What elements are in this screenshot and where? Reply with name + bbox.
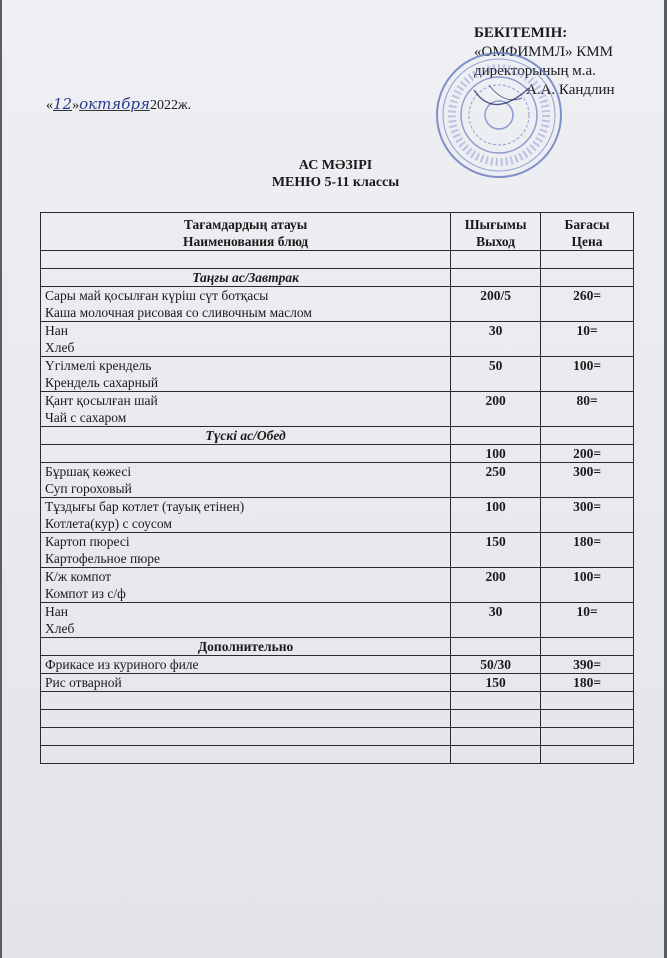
heading-ru: МЕНЮ 5-11 классы — [271, 175, 400, 190]
dish-ru: Компот из с/ф — [45, 586, 126, 601]
section-label: Таңғы ас/Завтрак — [41, 269, 451, 287]
dish-ru: Чай с сахаром — [45, 410, 127, 425]
dish-name — [41, 568, 451, 603]
dish-kz: Тұздығы бар котлет (тауық етінен) — [45, 499, 245, 514]
dish-ru: Картофельное пюре — [45, 551, 161, 566]
header-yield-kz: Шығымы — [464, 217, 527, 232]
dish-name: Фрикасе из куриного филе — [41, 656, 451, 674]
approval-signer: А.А. Кандлин — [526, 82, 615, 98]
table-header-row — [41, 213, 634, 251]
table-row — [41, 568, 634, 603]
section-row-lunch — [41, 427, 634, 445]
dish-name — [41, 392, 451, 427]
dish-name — [41, 287, 451, 322]
dish-price: 390= — [541, 656, 634, 674]
document-date — [46, 95, 191, 114]
dish-ru: Крендель сахарный — [45, 375, 159, 390]
section-label: Дополнительно — [41, 638, 451, 656]
dish-yield: 200 — [451, 568, 541, 603]
empty-row — [41, 710, 634, 728]
dish-yield: 150 — [451, 533, 541, 568]
dish-name: Рис отварной — [41, 674, 451, 692]
approval-org: «ОМФИММЛ» КММ — [474, 44, 613, 60]
header-price-ru: Цена — [571, 234, 603, 249]
table-row — [41, 357, 634, 392]
dish-kz: Нан — [45, 323, 68, 338]
dish-yield: 200 — [451, 392, 541, 427]
document-page — [2, 0, 664, 958]
dish-name — [41, 498, 451, 533]
empty-row — [41, 692, 634, 710]
header-price — [541, 213, 634, 251]
dish-name — [41, 357, 451, 392]
dish-yield: 50/30 — [451, 656, 541, 674]
table-row — [41, 656, 634, 674]
header-dish-ru: Наименования блюд — [183, 234, 309, 249]
dish-yield: 100 — [451, 445, 541, 463]
table-row — [41, 603, 634, 638]
table-row — [41, 533, 634, 568]
dish-name — [41, 603, 451, 638]
header-price-kz: Бағасы — [564, 217, 610, 232]
dish-price: 80= — [541, 392, 634, 427]
dish-kz: Үгілмелі крендель — [45, 358, 152, 373]
table-row — [41, 322, 634, 357]
dish-price: 300= — [541, 498, 634, 533]
dish-price: 180= — [541, 674, 634, 692]
dish-ru: Хлеб — [45, 340, 75, 355]
dish-kz: К/ж компот — [45, 569, 112, 584]
table-row — [41, 674, 634, 692]
dish-yield: 50 — [451, 357, 541, 392]
dish-yield: 200/5 — [451, 287, 541, 322]
dish-price: 10= — [541, 603, 634, 638]
dish-kz: Сары май қосылған күріш сүт ботқасы — [45, 288, 269, 303]
dish-price: 200= — [541, 445, 634, 463]
empty-row — [41, 728, 634, 746]
dish-price: 300= — [541, 463, 634, 498]
dish-ru: Суп гороховый — [45, 481, 132, 496]
section-row-extra — [41, 638, 634, 656]
dish-price: 260= — [541, 287, 634, 322]
dish-yield: 150 — [451, 674, 541, 692]
dish-ru: Котлета(кур) с соусом — [45, 516, 172, 531]
dish-kz: Нан — [45, 604, 68, 619]
date-month: октября — [79, 95, 150, 113]
dish-price: 100= — [541, 357, 634, 392]
header-dish-kz: Тағамдардың атауы — [183, 217, 308, 232]
dish-kz: Қант қосылған шай — [45, 393, 158, 408]
dish-price: 180= — [541, 533, 634, 568]
dish-name — [41, 463, 451, 498]
table-row — [41, 445, 634, 463]
dish-yield: 30 — [451, 322, 541, 357]
dish-price: 10= — [541, 322, 634, 357]
header-yield — [451, 213, 541, 251]
dish-yield: 250 — [451, 463, 541, 498]
date-year: 2022ж. — [149, 98, 192, 113]
table-row — [41, 498, 634, 533]
dish-yield: 100 — [451, 498, 541, 533]
dish-ru: Хлеб — [45, 621, 75, 636]
dish-yield: 30 — [451, 603, 541, 638]
dish-kz: Бұршақ көжесі — [45, 464, 132, 479]
menu-table — [40, 212, 634, 764]
approval-title: БЕКІТЕМІН: — [474, 25, 568, 41]
section-label: Түскі ас/Обед — [41, 427, 451, 445]
header-dish-name — [41, 213, 451, 251]
heading-kz: АС МӘЗІРІ — [298, 158, 373, 173]
empty-row — [41, 746, 634, 764]
table-row — [41, 463, 634, 498]
dish-price: 100= — [541, 568, 634, 603]
approval-role: директорының м.а. — [474, 63, 596, 79]
header-yield-ru: Выход — [476, 234, 516, 249]
spacer-row — [41, 251, 634, 269]
dish-name — [41, 445, 451, 463]
dish-name — [41, 533, 451, 568]
dish-name — [41, 322, 451, 357]
document-heading — [2, 157, 667, 191]
dish-ru: Каша молочная рисовая со сливочным маслом — [45, 305, 312, 320]
date-open-quote: « — [46, 98, 53, 113]
table-row — [41, 287, 634, 322]
section-row-breakfast — [41, 269, 634, 287]
dish-kz: Картоп пюресі — [45, 534, 130, 549]
date-close-quote: » — [72, 98, 80, 113]
date-day: 12 — [53, 95, 73, 113]
table-row — [41, 392, 634, 427]
